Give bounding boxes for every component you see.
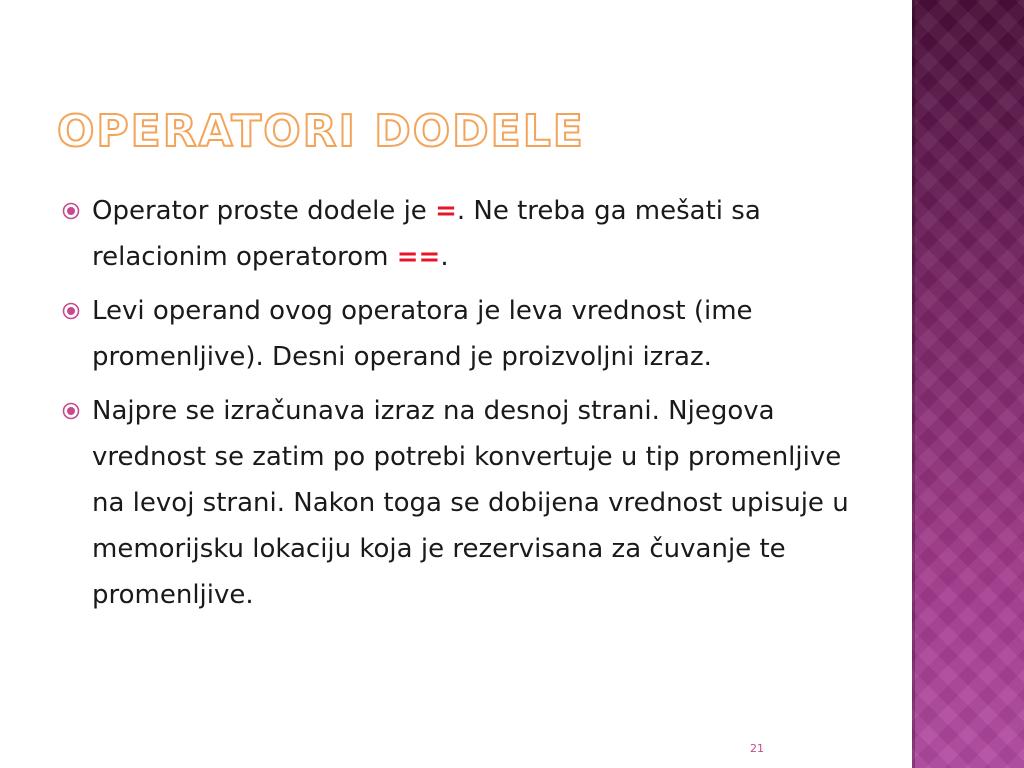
slide-title: OPERATORI DODELE [57, 106, 585, 157]
bullet-text-part: . Ne treba ga mešati sa relacionim operatorom [92, 196, 761, 272]
assignment-operator: = [435, 196, 457, 226]
bullet-item [62, 288, 862, 380]
bullet-text-part: Operator proste dodele je [92, 196, 436, 226]
decorative-side-band [912, 0, 1024, 768]
bullet-text-part: . [440, 242, 449, 272]
target-bullet-icon [62, 302, 80, 320]
equality-operator: == [396, 242, 441, 272]
bullet-text [92, 196, 761, 272]
bullet-text: Najpre se izračunava izraz na desnoj strani. Njegova vrednost se zatim po potrebi konvertuje u tip promenljive na levoj strani. Nakon toga se dobijena vrednost upisuje u memorijsku lokaciju koja je rezervisana za čuvanje te promenljive. [92, 396, 849, 610]
target-bullet-icon [62, 402, 80, 420]
bullet-item [62, 188, 862, 280]
target-bullet-icon [62, 202, 80, 220]
bullet-text: Levi operand ovog operatora je leva vrednost (ime promenljive). Desni operand je proizvoljni izraz. [92, 296, 753, 372]
bullet-item [62, 388, 862, 618]
bullet-list [62, 188, 862, 626]
slide-number: 21 [750, 742, 764, 755]
